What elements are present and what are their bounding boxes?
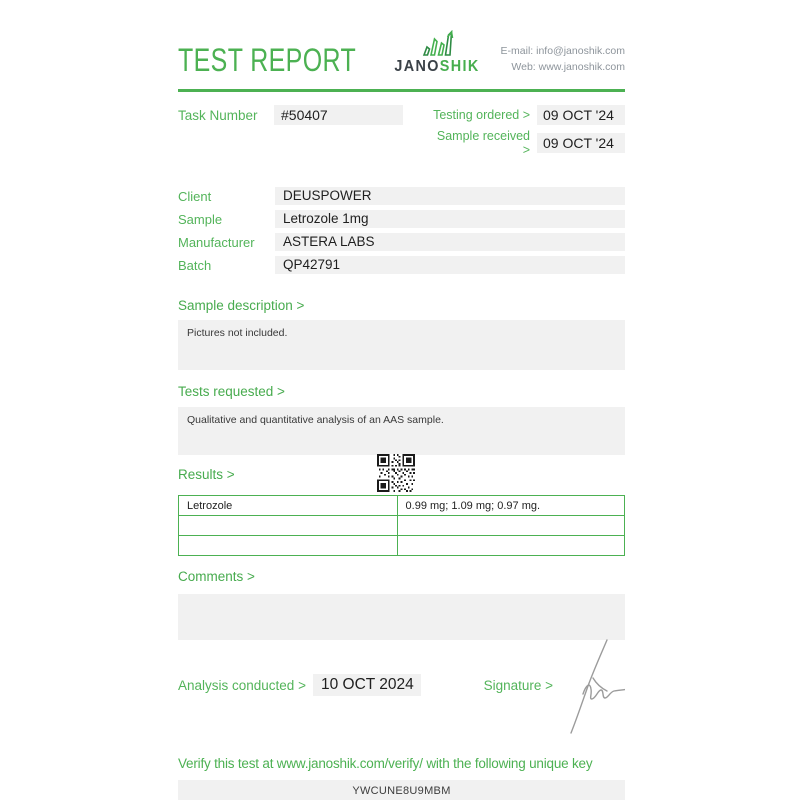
- sample-row: [178, 210, 625, 228]
- result-substance: Letrozole: [179, 496, 398, 516]
- batch-row: [178, 256, 625, 274]
- manufacturer-row: [178, 233, 625, 251]
- manufacturer-label: Manufacturer: [178, 235, 255, 250]
- sample-description-box: Pictures not included.: [178, 320, 625, 370]
- result-substance: [179, 516, 398, 536]
- janoshik-logo: [378, 30, 496, 76]
- analysis-conducted-label: Analysis conducted >: [178, 677, 306, 693]
- results-section: [178, 467, 625, 556]
- task-number-value: #50407: [274, 105, 403, 125]
- table-row: [179, 496, 625, 516]
- growth-bars-icon: [417, 30, 457, 57]
- sample-received-value: 09 OCT '24: [537, 133, 625, 153]
- tests-requested-label: Tests requested >: [178, 384, 285, 399]
- report-header: [178, 30, 625, 88]
- signature-icon: [563, 636, 625, 736]
- dates-block: [432, 105, 625, 161]
- logo-text-jano: JANO: [394, 58, 441, 75]
- result-value: 0.99 mg; 1.09 mg; 0.97 mg.: [397, 496, 624, 516]
- contact-info: [501, 30, 625, 76]
- results-table: [178, 495, 625, 556]
- sample-description-label: Sample description >: [178, 298, 305, 313]
- sample-received-label: Sample received >: [436, 129, 530, 157]
- client-row: [178, 187, 625, 205]
- logo-wordmark: [384, 58, 490, 76]
- client-value: DEUSPOWER: [275, 187, 625, 205]
- manufacturer-value: ASTERA LABS: [275, 233, 625, 251]
- verify-text: Verify this test at www.janoshik.com/verify/ with the following unique key: [178, 756, 593, 771]
- sample-received-row: [432, 129, 625, 157]
- batch-value: QP42791: [275, 256, 625, 274]
- tests-requested-box: Qualitative and quantitative analysis of an AAS sample.: [178, 407, 625, 455]
- result-value: [397, 536, 624, 556]
- task-dates-row: [178, 105, 625, 161]
- signature-holder: [563, 674, 625, 696]
- table-row: [179, 536, 625, 556]
- unique-key-value: YWCUNE8U9MBM: [178, 780, 625, 800]
- testing-ordered-label: Testing ordered >: [433, 108, 530, 122]
- sample-value: Letrozole 1mg: [275, 210, 625, 228]
- table-row: [179, 516, 625, 536]
- comments-label: Comments >: [178, 569, 255, 584]
- sample-label: Sample: [178, 212, 223, 227]
- client-label: Client: [178, 189, 212, 204]
- contact-web: Web: www.janoshik.com: [511, 61, 625, 74]
- testing-ordered-row: [432, 105, 625, 125]
- signature-label: Signature >: [483, 677, 553, 693]
- analysis-conducted-value: 10 OCT 2024: [313, 674, 421, 696]
- analysis-signature-row: [178, 674, 625, 696]
- test-report-document: [178, 30, 625, 800]
- header-divider: [178, 89, 625, 92]
- batch-label: Batch: [178, 258, 212, 273]
- comments-box: [178, 594, 625, 640]
- task-number-label: Task Number: [178, 108, 258, 123]
- results-label: Results >: [178, 467, 235, 482]
- qr-code-icon: [377, 454, 415, 492]
- contact-email: E-mail: info@janoshik.com: [500, 45, 625, 57]
- testing-ordered-value: 09 OCT '24: [537, 105, 625, 125]
- sample-info-block: [178, 187, 625, 274]
- logo-text-shik: SHIK: [440, 58, 480, 75]
- signature-block: [484, 674, 625, 696]
- result-value: [397, 516, 624, 536]
- page-title: TEST REPORT: [178, 42, 357, 78]
- result-substance: [179, 536, 398, 556]
